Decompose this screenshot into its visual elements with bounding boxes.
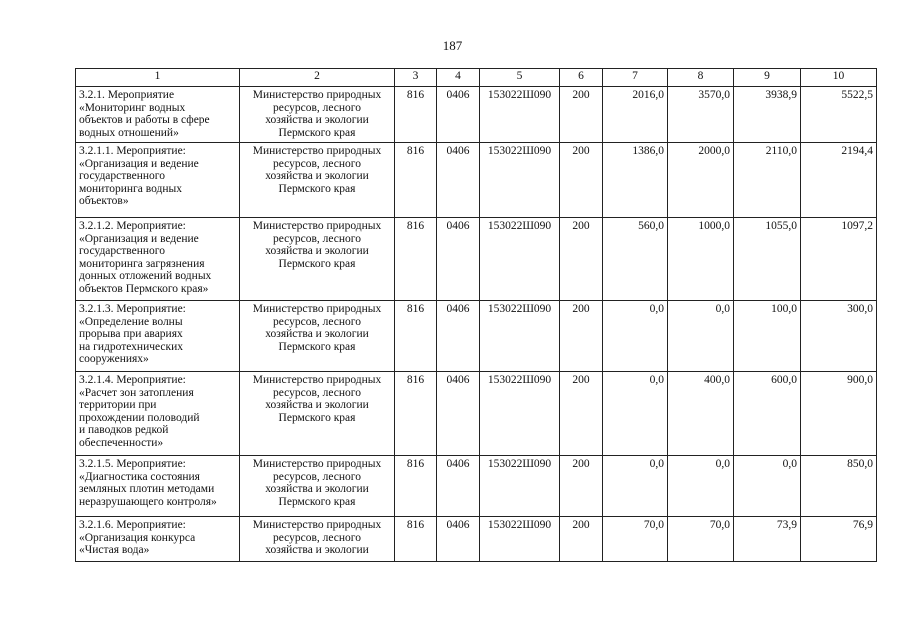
- code-cell: 816: [395, 143, 437, 218]
- header-cell: 4: [437, 69, 480, 87]
- budget-table: [75, 68, 877, 562]
- header-cell: 10: [801, 69, 877, 87]
- amount-cell: 600,0: [734, 372, 801, 456]
- executor-cell: Министерство природных ресурсов, лесного хозяйства и экологии Пермского края: [240, 143, 395, 218]
- measure-name-cell: 3.2.1. Мероприятие «Мониторинг водных объектов и работы в сфере водных отношений»: [76, 87, 240, 143]
- amount-cell: 1055,0: [734, 218, 801, 301]
- amount-cell: 2016,0: [603, 87, 668, 143]
- amount-cell: 0,0: [603, 372, 668, 456]
- measure-name-cell: 3.2.1.5. Мероприятие: «Диагностика состояния земляных плотин методами неразрушающего контроля»: [76, 456, 240, 517]
- code-cell: 153022Ш090: [480, 143, 560, 218]
- code-cell: 153022Ш090: [480, 218, 560, 301]
- amount-cell: 2000,0: [668, 143, 734, 218]
- amount-cell: 0,0: [734, 456, 801, 517]
- executor-cell: Министерство природных ресурсов, лесного хозяйства и экологии: [240, 517, 395, 562]
- code-cell: 816: [395, 517, 437, 562]
- header-cell: 5: [480, 69, 560, 87]
- amount-cell: 1000,0: [668, 218, 734, 301]
- amount-cell: 3570,0: [668, 87, 734, 143]
- executor-cell: Министерство природных ресурсов, лесного хозяйства и экологии Пермского края: [240, 218, 395, 301]
- code-cell: 816: [395, 372, 437, 456]
- table-row: [76, 218, 877, 301]
- page-number: 187: [442, 38, 463, 53]
- amount-cell: 1386,0: [603, 143, 668, 218]
- code-cell: 200: [560, 218, 603, 301]
- header-cell: 1: [76, 69, 240, 87]
- code-cell: 0406: [437, 372, 480, 456]
- amount-cell: 2194,4: [801, 143, 877, 218]
- table-row: [76, 517, 877, 562]
- amount-cell: 900,0: [801, 372, 877, 456]
- measure-name-cell: 3.2.1.3. Мероприятие: «Определение волны прорыва при авариях на гидротехнических сооружениях»: [76, 301, 240, 372]
- header-row: [76, 69, 877, 87]
- amount-cell: 5522,5: [801, 87, 877, 143]
- code-cell: 0406: [437, 456, 480, 517]
- amount-cell: 73,9: [734, 517, 801, 562]
- code-cell: 200: [560, 87, 603, 143]
- amount-cell: 70,0: [668, 517, 734, 562]
- code-cell: 200: [560, 301, 603, 372]
- amount-cell: 300,0: [801, 301, 877, 372]
- amount-cell: 400,0: [668, 372, 734, 456]
- amount-cell: 0,0: [668, 301, 734, 372]
- header-cell: 2: [240, 69, 395, 87]
- amount-cell: 100,0: [734, 301, 801, 372]
- header-cell: 7: [603, 69, 668, 87]
- header-cell: 6: [560, 69, 603, 87]
- amount-cell: 70,0: [603, 517, 668, 562]
- amount-cell: 2110,0: [734, 143, 801, 218]
- amount-cell: 3938,9: [734, 87, 801, 143]
- measure-name-cell: 3.2.1.2. Мероприятие: «Организация и ведение государственного мониторинга загрязнения донных отложений водных объектов Пермского края»: [76, 218, 240, 301]
- code-cell: 816: [395, 218, 437, 301]
- code-cell: 153022Ш090: [480, 87, 560, 143]
- table-row: [76, 456, 877, 517]
- executor-cell: Министерство природных ресурсов, лесного хозяйства и экологии Пермского края: [240, 301, 395, 372]
- code-cell: 200: [560, 143, 603, 218]
- code-cell: 153022Ш090: [480, 301, 560, 372]
- header-cell: 9: [734, 69, 801, 87]
- code-cell: 200: [560, 372, 603, 456]
- table-row: [76, 87, 877, 143]
- code-cell: 0406: [437, 87, 480, 143]
- executor-cell: Министерство природных ресурсов, лесного хозяйства и экологии Пермского края: [240, 372, 395, 456]
- header-cell: 3: [395, 69, 437, 87]
- code-cell: 153022Ш090: [480, 517, 560, 562]
- code-cell: 200: [560, 517, 603, 562]
- code-cell: 200: [560, 456, 603, 517]
- amount-cell: 1097,2: [801, 218, 877, 301]
- code-cell: 0406: [437, 301, 480, 372]
- executor-cell: Министерство природных ресурсов, лесного хозяйства и экологии Пермского края: [240, 456, 395, 517]
- measure-name-cell: 3.2.1.1. Мероприятие: «Организация и ведение государственного мониторинга водных объектов»: [76, 143, 240, 218]
- amount-cell: 850,0: [801, 456, 877, 517]
- code-cell: 0406: [437, 143, 480, 218]
- code-cell: 816: [395, 456, 437, 517]
- table-body: [76, 69, 877, 562]
- table-row: [76, 301, 877, 372]
- amount-cell: 0,0: [603, 456, 668, 517]
- code-cell: 153022Ш090: [480, 456, 560, 517]
- amount-cell: 0,0: [668, 456, 734, 517]
- code-cell: 0406: [437, 517, 480, 562]
- code-cell: 153022Ш090: [480, 372, 560, 456]
- measure-name-cell: 3.2.1.6. Мероприятие: «Организация конкурса «Чистая вода»: [76, 517, 240, 562]
- amount-cell: 0,0: [603, 301, 668, 372]
- header-cell: 8: [668, 69, 734, 87]
- code-cell: 816: [395, 87, 437, 143]
- amount-cell: 560,0: [603, 218, 668, 301]
- code-cell: 816: [395, 301, 437, 372]
- code-cell: 0406: [437, 218, 480, 301]
- table-row: [76, 372, 877, 456]
- executor-cell: Министерство природных ресурсов, лесного хозяйства и экологии Пермского края: [240, 87, 395, 143]
- amount-cell: 76,9: [801, 517, 877, 562]
- measure-name-cell: 3.2.1.4. Мероприятие: «Расчет зон затопления территории при прохождении половодий и паводков редкой обеспеченности»: [76, 372, 240, 456]
- table-row: [76, 143, 877, 218]
